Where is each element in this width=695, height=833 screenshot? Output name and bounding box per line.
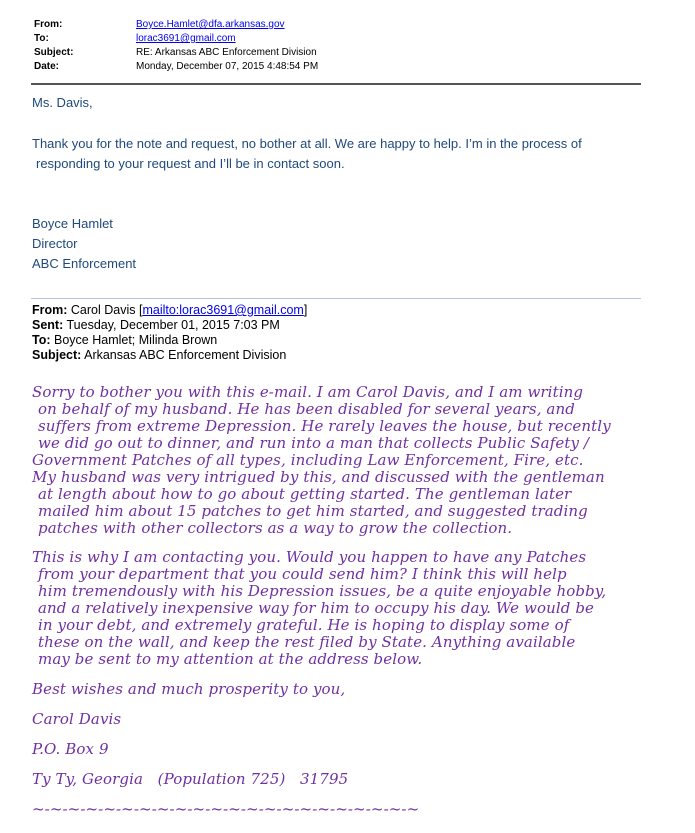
forwarded-from-label: From:	[32, 303, 68, 317]
email-header	[34, 18, 318, 74]
reply-body-line: responding to your request and I’ll be in contact soon.	[36, 156, 345, 171]
header-subject-value: RE: Arkansas ABC Enforcement Division	[136, 47, 317, 58]
header-divider	[31, 83, 641, 85]
reply-signature	[32, 214, 136, 274]
forwarded-from-name: Carol Davis [	[70, 303, 143, 317]
header-to-label: To:	[34, 33, 49, 44]
message-paragraph-2	[32, 549, 647, 668]
reply-body-line: Thank you for the note and request, no bother at all. We are happy to help. I’m in the process of	[32, 136, 582, 151]
forwarded-sent-label: Sent:	[32, 318, 64, 332]
header-subject-row	[34, 46, 318, 60]
forwarded-mailto-link[interactable]: mailto:lorac3691@gmail.com	[142, 303, 304, 317]
header-from-label: From:	[34, 19, 63, 30]
message-line: and a relatively inexpensive way for him to occupy his day. We would be	[38, 599, 594, 617]
signature-title: Director	[32, 236, 78, 251]
header-date-label: Date:	[34, 61, 60, 72]
message-line: him tremendously with his Depression issues, be a quite enjoyable hobby,	[38, 582, 607, 600]
header-from-row	[34, 18, 318, 32]
message-line: we did go out to dinner, and run into a man that collects Public Safety /	[38, 434, 590, 452]
forwarded-to-value: Boyce Hamlet; Milinda Brown	[54, 333, 218, 347]
message-paragraph-1	[32, 384, 647, 537]
header-date-value: Monday, December 07, 2015 4:48:54 PM	[136, 61, 319, 72]
signature-name: Boyce Hamlet	[32, 216, 113, 231]
message-sender-name: Carol Davis	[32, 710, 122, 728]
header-subject-label: Subject:	[34, 47, 74, 58]
forwarded-sent-row	[32, 318, 307, 333]
message-line: on behalf of my husband. He has been disabled for several years, and	[38, 400, 575, 418]
forwarded-to-label: To:	[32, 333, 51, 347]
message-line: in your debt, and extremely grateful. He is hoping to display some of	[38, 616, 570, 634]
forwarded-divider	[31, 298, 641, 299]
message-po-box: P.O. Box 9	[32, 740, 109, 758]
message-line: mailed him about 15 patches to get him started, and suggested trading	[38, 502, 588, 520]
message-line: Government Patches of all types, including Law Enforcement, Fire, etc.	[32, 451, 584, 469]
header-from-email-link[interactable]: Boyce.Hamlet@dfa.arkansas.gov	[136, 19, 285, 30]
forwarded-subject-value: Arkansas ABC Enforcement Division	[84, 348, 287, 362]
message-closing: Best wishes and much prosperity to you,	[32, 680, 346, 698]
forwarded-sent-value: Tuesday, December 01, 2015 7:03 PM	[66, 318, 280, 332]
message-line: may be sent to my attention at the address below.	[38, 650, 423, 668]
message-line: from your department that you could send him? I think this will help	[38, 565, 567, 583]
forwarded-subject-row	[32, 348, 307, 363]
header-to-email-link[interactable]: lorac3691@gmail.com	[136, 33, 236, 44]
forwarded-to-row	[32, 333, 307, 348]
forwarded-subject-label: Subject:	[32, 348, 82, 362]
header-to-row	[34, 32, 318, 46]
forwarded-from-row	[32, 303, 307, 318]
signature-org: ABC Enforcement	[32, 256, 137, 271]
message-line: My husband was very intrigued by this, and discussed with the gentleman	[32, 468, 605, 486]
reply-greeting: Ms. Davis,	[32, 95, 93, 110]
message-line: Sorry to bother you with this e-mail. I am Carol Davis, and I am writing	[32, 383, 584, 401]
message-address: Ty Ty, Georgia (Population 725) 31795	[32, 770, 349, 788]
header-date-row	[34, 60, 318, 74]
forwarded-from-close: ]	[303, 303, 308, 317]
message-line: suffers from extreme Depression. He rarely leaves the house, but recently	[38, 417, 611, 435]
message-line: patches with other collectors as a way to grow the collection.	[38, 519, 513, 537]
reply-body	[32, 134, 632, 174]
message-tilde-divider: ~-~-~-~-~-~-~-~-~-~-~-~-~-~-~-~-~-~-~-~-~-~	[32, 800, 420, 818]
forwarded-header	[32, 303, 307, 363]
message-line: these on the wall, and keep the rest filed by State. Anything available	[38, 633, 576, 651]
message-line: at length about how to go about getting started. The gentleman later	[38, 485, 572, 503]
message-line: This is why I am contacting you. Would you happen to have any Patches	[32, 548, 587, 566]
